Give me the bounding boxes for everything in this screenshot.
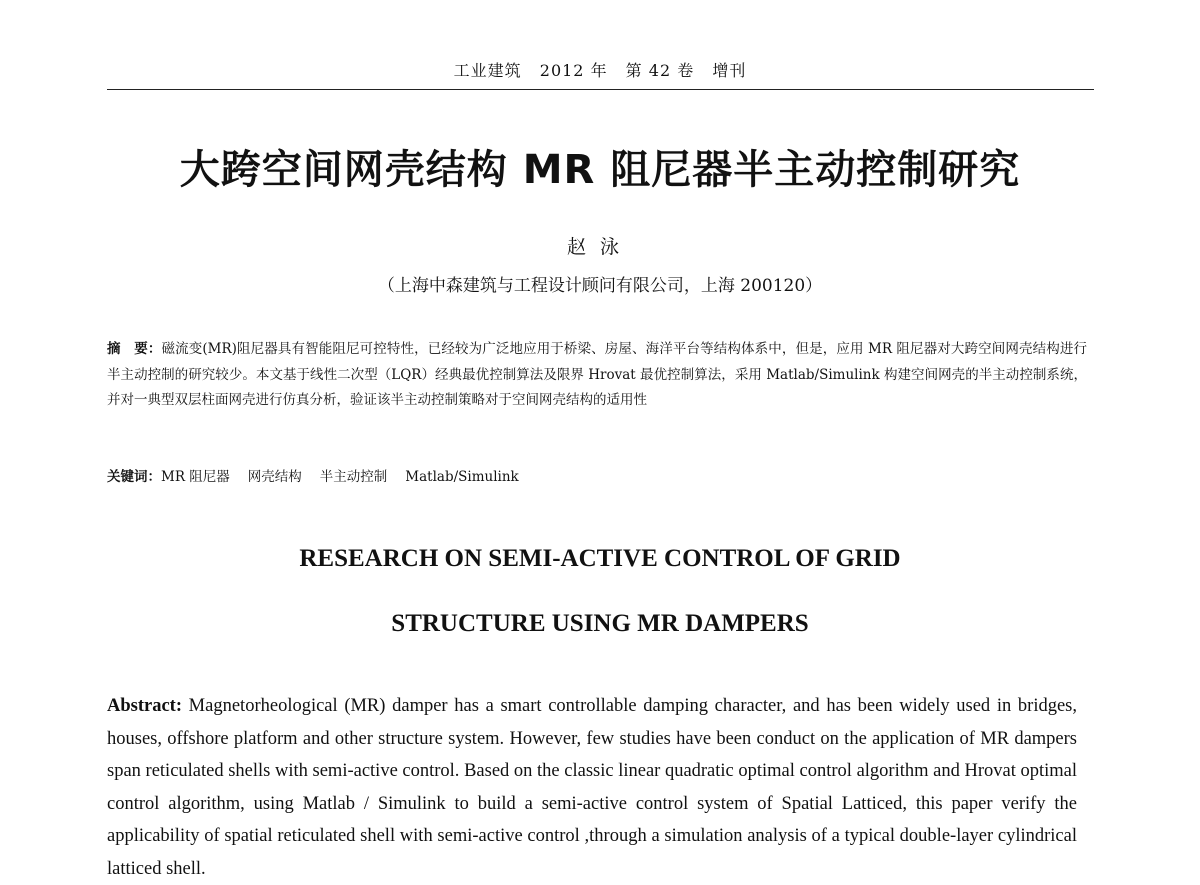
- abstract-cn-label: 摘 要：: [107, 341, 162, 357]
- paper-title-cn: 大跨空间网壳结构 MR 阻尼器半主动控制研究: [179, 147, 1021, 193]
- keyword-item: 网壳结构: [247, 469, 302, 485]
- abstract-en: [107, 690, 1077, 885]
- abstract-en-text: Magnetorheological (MR) damper has a smart controllable damping character, and has been widely used in bridges, houses, offshore platform and other structure system. However, few studies have been conduct on the application of MR dampers span reticulated shells with semi-active control. Based on the classic linear quadratic optimal control algorithm and Hrovat optimal control algorithm, using Matlab / Simulink to build a semi-active control system of Spatial Latticed, this paper verify the applicability of spatial reticulated shell with semi-active control ,through a simulation analysis of a typical double-layer cylindrical latticed shell.: [107, 696, 1077, 879]
- author-name: 赵泳: [566, 236, 633, 258]
- keyword-item: MR 阻尼器: [161, 469, 230, 485]
- keywords-cn: [107, 465, 1087, 485]
- paper-title-en-line2: STRUCTURE USING MR DAMPERS: [391, 610, 809, 637]
- keyword-item: 半主动控制: [319, 469, 388, 485]
- journal-issue: 增刊: [712, 61, 747, 80]
- abstract-cn: [107, 337, 1087, 414]
- keyword-item: Matlab/Simulink: [405, 469, 519, 485]
- abstract-cn-text: 磁流变(MR)阻尼器具有智能阻尼可控特性，已经较为广泛地应用于桥梁、房屋、海洋平台等结构体系中，但是，应用 MR 阻尼器对大跨空间网壳结构进行半主动控制的研究较少。本文基于线性二次型（LQR）经典最优控制算法及限界 Hrovat 最优控制算法，采用 Matlab/Simulink 构建空间网壳的半主动控制系统，并对一典型双层柱面网壳进行仿真分析，验证该半主动控制策略对于空间网壳结构的适用性: [107, 341, 1088, 408]
- paper-title-en-line1: RESEARCH ON SEMI-ACTIVE CONTROL OF GRID: [299, 545, 901, 572]
- header-rule: [107, 89, 1094, 90]
- keywords-cn-label: 关键词：: [107, 469, 161, 485]
- running-header: [0, 58, 1200, 81]
- journal-volume: 第 42 卷: [625, 61, 695, 80]
- abstract-en-label: Abstract:: [107, 696, 183, 716]
- journal-name: 工业建筑: [453, 61, 522, 80]
- journal-year: 2012 年: [539, 61, 608, 80]
- author-affiliation: （上海中森建筑与工程设计顾问有限公司，上海 200120）: [377, 276, 823, 296]
